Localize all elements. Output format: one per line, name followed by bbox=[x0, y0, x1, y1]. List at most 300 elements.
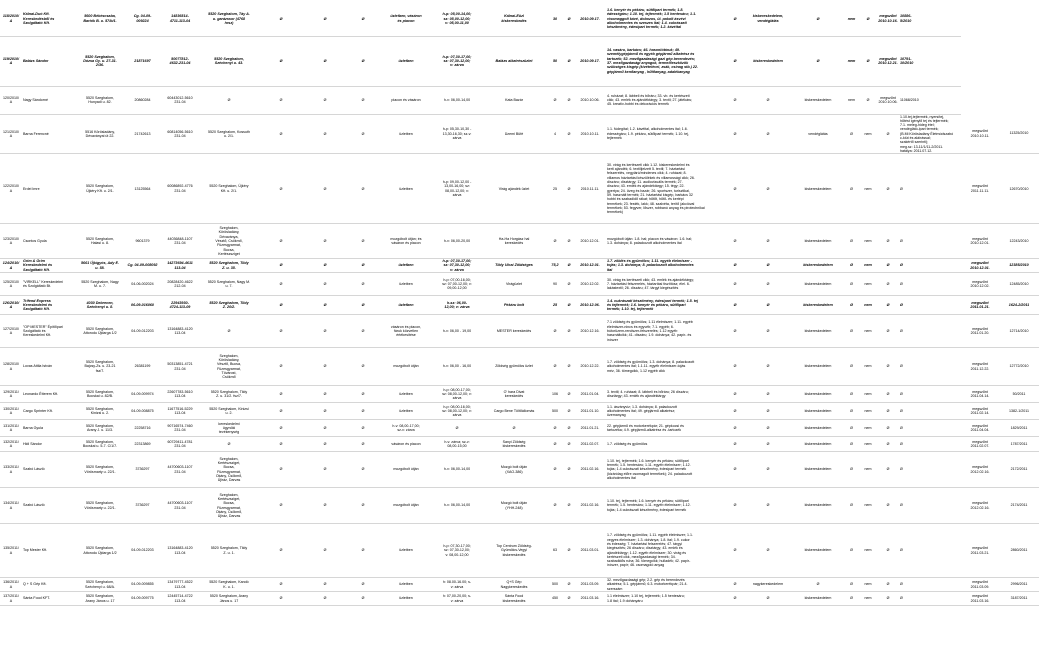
table-cell: Ø bbox=[304, 592, 346, 606]
table-cell: Ø bbox=[844, 259, 859, 273]
table-cell: Ø bbox=[304, 437, 346, 452]
table-cell: 22258716 bbox=[125, 420, 160, 437]
table-cell: nem bbox=[844, 86, 859, 114]
table-cell: Ø bbox=[899, 452, 961, 488]
table-cell: 21871697 bbox=[125, 36, 160, 86]
table-cell: Ø bbox=[304, 2, 346, 36]
table-cell: h-v: 06,00-14,00 bbox=[432, 488, 482, 524]
table-cell: 1.7. zöldség és gyümölcs bbox=[606, 437, 726, 452]
table-cell: üzletben bbox=[380, 578, 432, 592]
table-cell: Ø bbox=[304, 86, 346, 114]
table-cell: 4 bbox=[546, 114, 564, 154]
table-cell: Ø bbox=[564, 36, 574, 86]
table-row bbox=[0, 524, 1039, 578]
table-cell: Ø bbox=[726, 348, 744, 386]
table-cell: Sanyi Zöldség kiskereskedés bbox=[482, 437, 546, 452]
table-cell: Ø bbox=[432, 420, 482, 437]
trade-register-table bbox=[0, 2, 1039, 606]
table-row bbox=[0, 386, 1039, 403]
table-cell: Ø bbox=[546, 437, 564, 452]
table-cell: Ø bbox=[859, 36, 877, 86]
table-cell: Ø bbox=[744, 420, 792, 437]
table-row bbox=[0, 420, 1039, 437]
table-cell: 2010.12.06. bbox=[574, 296, 606, 315]
table-cell: üzletben bbox=[380, 114, 432, 154]
table-cell: Ø bbox=[304, 488, 346, 524]
table-cell: h-p: 07,30-17,00; sz: 07,30-12,00; v: zárva bbox=[432, 259, 482, 273]
table-cell: 26381199 bbox=[125, 348, 160, 386]
table-cell: Ø bbox=[877, 315, 899, 348]
table-cell: Ø bbox=[346, 348, 380, 386]
table-cell: Ø bbox=[899, 273, 961, 296]
table-cell: Ø bbox=[564, 578, 574, 592]
table-cell: MESTER kereskedés bbox=[482, 315, 546, 348]
table-cell: Ø bbox=[899, 437, 961, 452]
table-cell: vendéglátás bbox=[792, 114, 844, 154]
table-cell: 30 bbox=[546, 2, 564, 36]
table-cell: 2011.02.16. bbox=[574, 488, 606, 524]
table-cell: 126/2010/ A bbox=[0, 296, 22, 315]
table-cell: 90 bbox=[546, 273, 564, 296]
table-cell: Ø bbox=[346, 403, 380, 420]
table-cell: 5520 Szeghalom, Tildy Z. u. 31/2. fsz/7. bbox=[200, 386, 258, 403]
table-cell: megszűnt 2011.11.11. bbox=[961, 154, 999, 224]
table-cell: Ø bbox=[899, 386, 961, 403]
table-cell: kiskereskedelem, vendéglátás bbox=[744, 2, 792, 36]
table-cell: Ø bbox=[564, 386, 574, 403]
table-cell: 04-09-012203 bbox=[125, 315, 160, 348]
table-cell: Ø bbox=[899, 224, 961, 259]
table-cell: Ø bbox=[346, 36, 380, 86]
table-cell: 12485/2010 bbox=[999, 273, 1039, 296]
table-cell: 04-09-008875 bbox=[125, 403, 160, 420]
table-cell: 121/2010/ A bbox=[0, 114, 22, 154]
table-cell: 2010.12.01. bbox=[574, 259, 606, 273]
table-cell: 12772/2010 bbox=[999, 348, 1039, 386]
table-cell: Ø bbox=[744, 524, 792, 578]
table-cell: 500 bbox=[546, 403, 564, 420]
table-cell: 450 bbox=[546, 592, 564, 606]
table-cell: 13125564 bbox=[125, 154, 160, 224]
table-cell: Ø bbox=[726, 386, 744, 403]
table-cell: 11325/2010 bbox=[999, 114, 1039, 154]
table-cell: kiskereskedelem bbox=[792, 273, 844, 296]
table-cell: mozgóbolt útján; és vásáron és piacon bbox=[380, 224, 432, 259]
table-cell: Ø bbox=[346, 488, 380, 524]
table-cell: Ø bbox=[346, 452, 380, 488]
table-cell: Hidi Sándor bbox=[22, 437, 75, 452]
table-cell: nem bbox=[859, 315, 877, 348]
table-cell: 1.6. kenyér és pékáru, sütőipari termék; 1.8. édességáru; 1.10. tej, tejtermék; 1.5 hentesáru; 1.1. visomaggolt kávé, dobozos, üi. pakolt ásvévi alkoholmentes és szeszes ital; 1.4. cukrászati készítmény, édesipari termék; 1.2. kávéital bbox=[606, 2, 726, 36]
table-cell: kiskereskedelem bbox=[792, 386, 844, 403]
table-cell: Ø bbox=[899, 296, 961, 315]
table-cell: Ø bbox=[258, 86, 304, 114]
table-cell: 1829/2011 bbox=[999, 420, 1039, 437]
table-cell: megszűnt 2011.02.07. bbox=[961, 437, 999, 452]
table-cell: 63 bbox=[546, 524, 564, 578]
table-cell: 75,2 bbox=[546, 259, 564, 273]
table-cell: 12670/2010 bbox=[999, 154, 1039, 224]
table-cell: Ø bbox=[899, 259, 961, 273]
table-cell: h-p: 07,30-17,00; sz: 07,30-12,00; v: zárva bbox=[432, 36, 482, 86]
table-cell: kiskereskedelem bbox=[792, 154, 844, 224]
table-cell: Ø bbox=[877, 224, 899, 259]
table-cell: Ø bbox=[346, 296, 380, 315]
table-cell: Ø bbox=[258, 420, 304, 437]
table-cell: Ø bbox=[792, 2, 844, 36]
table-cell: 1.7. zöldség és gyümölcs; 1.11. egyéb élelmiszer; 1.1. vegyes élelmiszer; 1.3. dohánya; 1.8. ital; 1.9. cukor és édesség; 7. háztartási felszerelés; 47. tárgyi kiegészítés; 26 díszáru; dísztárgy; 43. emlék és ajándéktárgy; 1.12. egyéb élelmiszer; 30. virág és kertészeti cikk, mezőgazdasági termék; 34. szabadidős ruha; 36. tömegcikk; hulladék; 42. papír- írószer, papír; 46. csomagoló anyag bbox=[606, 524, 726, 578]
table-cell: 12385/2010 bbox=[999, 259, 1039, 273]
table-cell: nem bbox=[859, 403, 877, 420]
table-cell: Ø bbox=[744, 315, 792, 348]
table-cell: Ø bbox=[304, 578, 346, 592]
table-cell: Ø bbox=[546, 452, 564, 488]
table-cell: 44700603-1107 231-04 bbox=[160, 452, 200, 488]
table-cell: 2011.03.09. bbox=[574, 578, 606, 592]
table-cell: Üzemi Büfé bbox=[482, 114, 546, 154]
table-cell: kiskereskedelem bbox=[792, 437, 844, 452]
table-cell: 9601379 bbox=[125, 224, 160, 259]
table-cell: 1.7. zöldés és gyümölcs; 1.11. egyéb élelmiszer - tojás; 1.3. dohánya; 8. palackozott alkoholmentes ital bbox=[606, 259, 726, 273]
table-cell: Ø bbox=[304, 524, 346, 578]
table-cell: Q+S Gép Nagykereskedés bbox=[482, 578, 546, 592]
table-cell: Ø bbox=[844, 437, 859, 452]
table-cell: Ø bbox=[877, 114, 899, 154]
table-cell: 21742613 bbox=[125, 114, 160, 154]
table-cell: Tildy Ulcai Zöldséges bbox=[482, 259, 546, 273]
table-cell: Ø bbox=[844, 488, 859, 524]
table-cell: 13479777-4522 113-04 bbox=[160, 578, 200, 592]
table-cell: Virág ajándék üzlet bbox=[482, 154, 546, 224]
table-cell: kiskereskedelem bbox=[744, 36, 792, 86]
table-cell: Ø bbox=[304, 403, 346, 420]
table-cell: mozgóbolt útján bbox=[380, 452, 432, 488]
table-cell: 2996/2011 bbox=[999, 578, 1039, 592]
table-cell: Ø bbox=[304, 296, 346, 315]
table-cell: 2011.03.16. bbox=[574, 592, 606, 606]
table-cell: Ø bbox=[899, 315, 961, 348]
table-cell: kiskereskedelem bbox=[792, 224, 844, 259]
table-cell: Kata Bazár bbox=[482, 86, 546, 114]
table-cell: Ø bbox=[304, 224, 346, 259]
table-cell: h: 07,00-20,00; s- v: zárva bbox=[432, 592, 482, 606]
table-cell: 5520 Szeghalom, Nagy M. u. 7. bbox=[75, 273, 125, 296]
table-cell: megszűnt 2012.02.16. bbox=[961, 452, 999, 488]
table-cell: 12445714-4722 113-04 bbox=[160, 592, 200, 606]
table-cell: 2010.09.17. bbox=[574, 2, 606, 36]
table-cell: Ø bbox=[346, 524, 380, 578]
table-cell: Ø bbox=[346, 2, 380, 36]
table-cell: nem bbox=[859, 488, 877, 524]
table-cell: Ø bbox=[564, 315, 574, 348]
table-cell: Nagy Sándorné bbox=[22, 86, 75, 114]
table-cell: üzletben bbox=[380, 386, 432, 403]
register-rows bbox=[0, 2, 1039, 606]
table-row bbox=[0, 452, 1039, 488]
table-cell: kiskereskedelem bbox=[792, 592, 844, 606]
table-cell: 5520 Szeghalom, Vörösmarty u. 22/1. bbox=[75, 452, 125, 488]
table-cell: 13164883-4120 113-04 bbox=[160, 524, 200, 578]
table-cell: Ø bbox=[346, 259, 380, 273]
table-cell: Ø bbox=[792, 36, 844, 86]
table-cell: Ø bbox=[877, 259, 899, 273]
table-cell: 5520 Szeghalom, Táy A. u. garázssor (4768 hrsz) bbox=[200, 2, 258, 36]
table-cell: nem bbox=[859, 386, 877, 403]
table-cell: Ø bbox=[258, 592, 304, 606]
table-cell: 5520 Szeghalom, Újkéry Kft. u. 2/1. bbox=[75, 154, 125, 224]
table-cell: Leonardo Étterem Kft. bbox=[22, 386, 75, 403]
table-cell: kiskereskedelem bbox=[792, 420, 844, 437]
table-cell: Ø bbox=[258, 315, 304, 348]
table-cell: Mozgó bolt útján (YHH-248) bbox=[482, 488, 546, 524]
table-cell: üzletben bbox=[380, 296, 432, 315]
table-cell: kiskereskedelem bbox=[792, 488, 844, 524]
table-cell: nem bbox=[859, 114, 877, 154]
table-cell: Ø bbox=[564, 524, 574, 578]
table-cell: 22. gépjármű és motorkerékpár; 21. gépkocsi és tartozéka; 4.9. gépjármű-alkatrész és -tartozék bbox=[606, 420, 726, 437]
table-cell: Ø bbox=[877, 348, 899, 386]
table-cell: megszűnt 2011.02.14. bbox=[961, 403, 999, 420]
table-cell: Ø bbox=[844, 348, 859, 386]
table-cell: 128/2010/ A bbox=[0, 348, 22, 386]
table-cell: nem bbox=[859, 578, 877, 592]
table-cell: Ø bbox=[877, 154, 899, 224]
table-cell: Ø bbox=[877, 452, 899, 488]
table-cell: nem bbox=[859, 224, 877, 259]
table-cell: Ø bbox=[546, 488, 564, 524]
table-cell: 12714/2010 bbox=[999, 315, 1039, 348]
table-cell: Ø bbox=[304, 348, 346, 386]
table-cell: Szabó László bbox=[22, 488, 75, 524]
table-cell: Ø bbox=[844, 403, 859, 420]
table-cell: Ø bbox=[744, 403, 792, 420]
table-cell: 122/2010/ A bbox=[0, 154, 22, 224]
table-cell: 131/2011/ A bbox=[0, 420, 22, 437]
table-cell: 5520 Szeghalom, Halasi u. 8. bbox=[75, 224, 125, 259]
table-cell: 50077812- 4632-231-04 bbox=[160, 36, 200, 86]
table-cell: 125/2010/ A bbox=[0, 273, 22, 296]
table-cell: Ø bbox=[877, 524, 899, 578]
table-cell: megszűnt 2012.02.16. bbox=[961, 488, 999, 524]
table-cell: Ø bbox=[899, 488, 961, 524]
table-cell: Ø bbox=[877, 437, 899, 452]
table-row bbox=[0, 315, 1039, 348]
table-cell: Ø bbox=[258, 452, 304, 488]
table-cell: 2010.12.01. bbox=[574, 224, 606, 259]
table-cell: Sánta Food kiskereskedés bbox=[482, 592, 546, 606]
table-cell: 04-06-002024 bbox=[125, 273, 160, 296]
table-cell: 22607783-5610 113-04 bbox=[160, 386, 200, 403]
table-cell: 10791- 10/2010 bbox=[899, 36, 961, 86]
table-cell: h-v: 06,00-14,00 bbox=[432, 452, 482, 488]
table-cell: h-p: 05,30-10,30 - 13,30-16,30; sz-v: zárva bbox=[432, 114, 482, 154]
table-cell: Ø bbox=[877, 420, 899, 437]
table-cell: 5520 Szeghalom, Attorodu Újdarga 1/2 bbox=[75, 524, 125, 578]
table-cell: Ø bbox=[258, 114, 304, 154]
table-cell: 2860/2011 bbox=[999, 524, 1039, 578]
table-cell: Ø bbox=[744, 296, 792, 315]
table-cell: 106 bbox=[546, 386, 564, 403]
table-cell: Ø bbox=[304, 273, 346, 296]
table-cell: 3736297 bbox=[125, 452, 160, 488]
table-cell: Cg. 04-09- 009224 bbox=[125, 2, 160, 36]
table-cell: 5600 Békéscsaba, Bartók B. u. 57/b/1. bbox=[75, 2, 125, 36]
table-cell: 5520 Szeghalom, Vörösmarty u. 22/1. bbox=[75, 488, 125, 524]
table-cell: nem bbox=[844, 2, 859, 36]
table-cell: 1.1 élelmiszer; 1.10 tej, tejtermék; 1.5 hentesáru; 1.8 ital; 1.9 dohányáru bbox=[606, 592, 726, 606]
table-cell: Ø bbox=[564, 114, 574, 154]
table-cell: Ø bbox=[899, 403, 961, 420]
table-cell: 60729411-4781 231-04 bbox=[160, 437, 200, 452]
table-cell: Ø bbox=[346, 273, 380, 296]
table-cell: 50313851-4721 231-04 bbox=[160, 348, 200, 386]
table-cell: Virágüzlet bbox=[482, 273, 546, 296]
table-cell: Ø bbox=[564, 86, 574, 114]
table-cell: Ø bbox=[304, 36, 346, 86]
table-cell: kiskereskedelem bbox=[792, 524, 844, 578]
table-row bbox=[0, 437, 1039, 452]
table-cell: 3187/2011 bbox=[999, 592, 1039, 606]
table-cell: Ø bbox=[726, 488, 744, 524]
table-cell: 2174/2011 bbox=[999, 488, 1039, 524]
table-cell: Top Mester Kft. bbox=[22, 524, 75, 578]
table-cell: Csontos Gyula bbox=[22, 224, 75, 259]
table-cell: Ø bbox=[744, 437, 792, 452]
table-cell: 5520 Szeghalom, Bajcsy-Zs. u. 23-21 fsz/7. bbox=[75, 348, 125, 386]
table-cell: Ø bbox=[726, 315, 744, 348]
table-cell: Ø bbox=[899, 420, 961, 437]
table-cell: megszűnt 2010.12.02. bbox=[961, 273, 999, 296]
table-cell: Ø bbox=[859, 2, 877, 36]
table-cell: Ø bbox=[844, 420, 859, 437]
table-cell: h: 08.00-16.00; s- v: zárva bbox=[432, 578, 482, 592]
table-cell: mozgóbolt útján bbox=[380, 488, 432, 524]
table-cell: Sánta Food KFT. bbox=[22, 592, 75, 606]
table-cell: vásáron és piacon bbox=[380, 437, 432, 452]
table-cell: Ø bbox=[346, 437, 380, 452]
table-cell: 2010.11.11. bbox=[574, 154, 606, 224]
table-cell: 90716574-7460 231-04 bbox=[160, 420, 200, 437]
table-cell: Ø bbox=[726, 403, 744, 420]
table-cell: Ø bbox=[844, 154, 859, 224]
table-cell: üzletben bbox=[380, 273, 432, 296]
table-cell: Ø bbox=[899, 154, 961, 224]
table-cell: Ø bbox=[304, 114, 346, 154]
table-cell: mozgóbolt útján: 1.8. hal; piacon és vásáron: 1.6. hal; 1.3. dohánya; 8. palackozott alkoholmentes ital bbox=[606, 224, 726, 259]
table-cell: 2010.12.16. bbox=[574, 315, 606, 348]
table-cell: Ø bbox=[726, 36, 744, 86]
table-cell: 60814056-5610 231-04 bbox=[160, 114, 200, 154]
table-cell: kiskereskedelem bbox=[792, 403, 844, 420]
table-cell: 5520 Szeghalom, Arany János u. 17 bbox=[75, 592, 125, 606]
table-cell: nagykereskedelem bbox=[744, 578, 792, 592]
table-cell: 2011.01.04. bbox=[574, 386, 606, 403]
table-cell: Ø bbox=[726, 437, 744, 452]
table-cell: megszűnt 2011.03.21. bbox=[961, 524, 999, 578]
table-cell: 5520 Szeghalom, Kinizsi u. 2. bbox=[200, 403, 258, 420]
table-cell: 118/2010/ A bbox=[0, 2, 22, 36]
table-cell: 1.7. zöldség és gyümölcs; 1.3. dohánya; 8. palackozott alkoholmentes ital; 1.1.11. egyéb élelmiszer-tojás méz, 36. tömegcikk, 1.12 egyéb cikk bbox=[606, 348, 726, 386]
table-cell: Ø bbox=[258, 224, 304, 259]
table-cell: Ø bbox=[899, 592, 961, 606]
table-cell: üzletben bbox=[380, 524, 432, 578]
table-cell: 133/2011/ A bbox=[0, 452, 22, 488]
table-cell: Ø bbox=[744, 259, 792, 273]
table-cell: megszűnt 2011.12.22. bbox=[961, 348, 999, 386]
table-cell: kiskereskedelem bbox=[792, 296, 844, 315]
table-cell: 129/2011/ A bbox=[0, 386, 22, 403]
table-cell: Ha-Ha Horgász hal kereskedés bbox=[482, 224, 546, 259]
table-cell: 5520 Szeghalom, Tildy Z. u. 35. bbox=[200, 259, 258, 273]
table-cell: 11068/2010 bbox=[899, 86, 961, 114]
table-cell: Ø bbox=[877, 386, 899, 403]
table-row bbox=[0, 403, 1039, 420]
table-cell: Ø bbox=[346, 386, 380, 403]
table-cell: 5520 Szeghalom, Tildy Z. u. 1. bbox=[200, 524, 258, 578]
table-cell: 44036848-1107 231-04 bbox=[160, 224, 200, 259]
table-cell: Ø bbox=[258, 578, 304, 592]
table-cell: Ø bbox=[844, 114, 859, 154]
table-cell: üzletben bbox=[380, 36, 432, 86]
table-cell: 3. textil; 4. ruházat; 8. lábbeli és bőráru; 26 díszáru; dísztárgy; 43. emlék és ajándéktárgy bbox=[606, 386, 726, 403]
table-cell: 14273694-4611 113-04 bbox=[160, 259, 200, 273]
table-cell: 135/2011/ A bbox=[0, 524, 22, 578]
table-cell: Ø bbox=[844, 224, 859, 259]
table-cell: 2011.01.21. bbox=[574, 420, 606, 437]
table-cell: Ø bbox=[564, 403, 574, 420]
table-cell: 30. virág és kertészeti cikk 1.12. kiskereskedelmi és kerti ajándék; 6. textilijelzett 5. textil; 7. háztartási felszerelés, vegyiárú/mindenes cikk; 4. ruházat; 8. villamos háztartási készülékek és villamossági cikk; 26. díszáru; dísztárgy; 11. audiovizuális termék; 27. díszáru; 43. emlék és ajándéktárgy; 15. tégy; 22. gyertya; 24. üveg és bazár; 26. sportszer, turisztikai, 59. használt termék; 21. háztartási kisgép, barkács 32 hobbi és szabadidő rákat; hűtőt, hűtő- és kertépi termékek; 23. festék, lakk; 48. szalvéta, terítő (akcióval termékek; 53. fegyver, lőszer, robbanó anyag és pirotechnikai termékek) bbox=[606, 154, 726, 224]
table-cell: Ø bbox=[726, 524, 744, 578]
table-cell: Ø bbox=[726, 420, 744, 437]
table-cell: 137/2011/ A bbox=[0, 592, 22, 606]
table-cell: Ø bbox=[304, 154, 346, 224]
table-cell: Ø bbox=[726, 154, 744, 224]
table-cell: Balázs Sándor bbox=[22, 36, 75, 86]
table-cell: Ø bbox=[564, 348, 574, 386]
table-cell: 5520 Szeghalom, Arany János u. 17 bbox=[200, 592, 258, 606]
table-cell: 44700603-1107 231-04 bbox=[160, 488, 200, 524]
table-row bbox=[0, 592, 1039, 606]
table-cell: Ø bbox=[258, 386, 304, 403]
table-cell: h-p: 07,00-16,00; sz: 07,00-12,00; v: 09,00-12,00 bbox=[432, 273, 482, 296]
table-cell: Ø bbox=[844, 524, 859, 578]
table-cell: 2010.10.06. bbox=[574, 86, 606, 114]
table-cell: 04-09-012203 bbox=[125, 524, 160, 578]
table-cell: Erdei Imre bbox=[22, 154, 75, 224]
table-cell: "OP MESTER" Építőipari Szolgáltató és Kereskedelmi Kft. bbox=[22, 315, 75, 348]
table-cell: megszűnt 2011.03.16. bbox=[961, 592, 999, 606]
table-cell: Ø bbox=[859, 86, 877, 114]
table-cell: megszűnt 2010.12.21. bbox=[877, 36, 899, 86]
table-cell: Ø bbox=[304, 315, 346, 348]
table-cell: 1.10. tej, tejtermék; 1.6. kenyér és pékáru; sütőipari termék; 1.5. hentesáru; 1.11. egyéb élelmiszer; 1.12. tojás; 1.4 cukrászati készítmény, édesipari termék bbox=[606, 488, 726, 524]
table-row bbox=[0, 488, 1039, 524]
table-cell: megszűnt 2011.04.04. bbox=[961, 420, 999, 437]
table-cell: Zöldség gyümölcs üzlet bbox=[482, 348, 546, 386]
table-cell: nem bbox=[859, 592, 877, 606]
table-cell: Ø bbox=[744, 592, 792, 606]
table-cell: 2011.03.01. bbox=[574, 524, 606, 578]
table-cell: nem bbox=[859, 524, 877, 578]
table-cell: üzletben, vásáron és piacon bbox=[380, 2, 432, 36]
table-cell: h-p: 07,30-17,00; sz: 07,30-12,00; v: 08,00-12,00 bbox=[432, 524, 482, 578]
table-cell: Ø bbox=[844, 386, 859, 403]
table-cell: Trifend Express Kereskedelmi és Szolgáltató Kft. bbox=[22, 296, 75, 315]
table-row bbox=[0, 114, 1039, 154]
table-cell: 127/2010/ A bbox=[0, 315, 22, 348]
table-cell: h-p: 08,00-16,00; sz: 08,00-12,00; v: zárva bbox=[432, 403, 482, 420]
table-cell: vásáron és piacon, fáruk közvetlen értékesítése bbox=[380, 315, 432, 348]
